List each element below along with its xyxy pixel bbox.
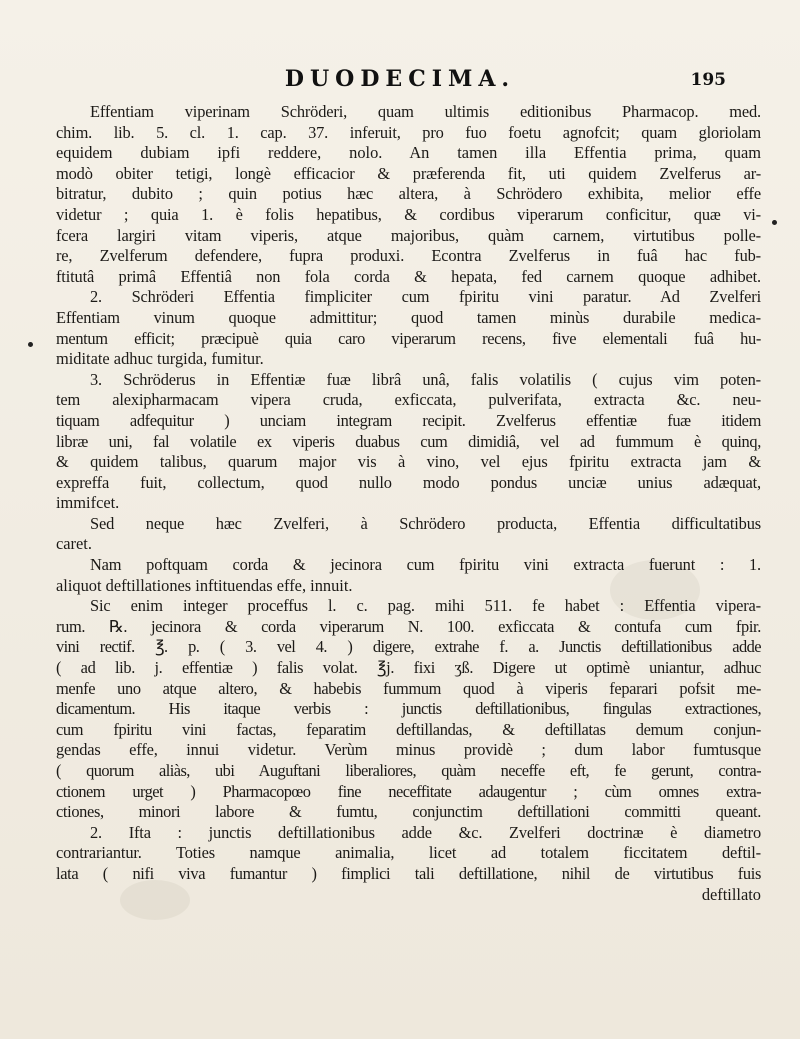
text-line: vini rectif. ℥. p. ( 3. vel 4. ) digere, extrahe f. a. Junctis deftillationibus adde	[56, 637, 761, 657]
text-line: fcera largiri vitam viperis, atque majoribus, quàm carnem, virtutibus polle-	[56, 225, 761, 245]
body-text	[56, 102, 761, 905]
text-line: rum. ℞. jecinora & corda viperarum N. 100. exficcata & contufa cum fpir.	[56, 616, 761, 636]
text-line: dicamentum. His itaque verbis : junctis deftillationibus, fingulas extractiones,	[56, 699, 761, 719]
text-line: & quidem talibus, quarum major vis à vino, vel ejus fpiritu extracta jam &	[56, 452, 761, 472]
text-line: immifcet.	[56, 493, 120, 513]
margin-mark	[28, 342, 33, 347]
text-line: miditate adhuc turgida, fumitur.	[56, 349, 264, 369]
text-line: Effentiam vinum quoque admittitur; quod tamen minùs durabile medica-	[56, 307, 761, 327]
text-line: ftitutâ primâ Effentiâ non fola corda & hepata, fed carnem quoque adhibet.	[56, 266, 761, 286]
text-line: Nam poftquam corda & jecinora cum fpiritu vini extracta fuerunt : 1.	[90, 555, 761, 575]
text-line: 3. Schröderus in Effentiæ fuæ librâ unâ, falis volatilis ( cujus vim poten-	[90, 369, 761, 389]
text-line: ( ad lib. j. effentiæ ) falis volat. ℥j. fixi ʒß. Digere ut optimè uniantur, adhuc	[56, 658, 761, 678]
page-number: 195	[690, 70, 726, 90]
text-line: contrariantur. Toties namque animalia, licet ad totalem ficcitatem deftil-	[56, 843, 761, 863]
text-line: 2. Schröderi Effentia fimpliciter cum fpiritu vini paratur. Ad Zvelferi	[90, 287, 761, 307]
text-line: Sic enim integer proceffus l. c. pag. mihi 511. fe habet : Effentia vipera-	[90, 596, 761, 616]
text-line: videtur ; quia 1. è folis hepatibus, & cordibus viperarum conficitur, quæ vi-	[56, 204, 761, 224]
text-line: expreffa fuit, collectum, quod nullo modo pondus unciæ unius adæquat,	[56, 472, 761, 492]
text-line: aliquot deftillationes inftituendas effe, innuit.	[56, 575, 353, 595]
text-line: gendas effe, innui videtur. Verùm minus providè ; dum labor fumtusque	[56, 740, 761, 760]
text-line: mentum efficit; præcipuè quia caro viperarum recens, five elementali fuâ hu-	[56, 328, 761, 348]
text-line: lata ( nifi viva fumantur ) fimplici tali deftillatione, nihil de virtutibus fuis	[56, 863, 761, 883]
page-header	[0, 66, 800, 96]
text-line: ctiones, minori labore & fumtu, conjunctim deftillationi committi queant.	[56, 802, 761, 822]
text-line: 2. Ifta : junctis deftillationibus adde &c. Zvelferi doctrinæ è diametro	[90, 822, 761, 842]
text-line: tiquam adfequitur ) unciam integram recipit. Zvelferus effentiæ fuæ itidem	[56, 410, 761, 430]
text-line: ctionem urget ) Pharmacopœo fine neceffitate adaugentur ; cùm omnes extra-	[56, 781, 761, 801]
text-line: ( quorum aliàs, ubi Auguftani liberaliores, quàm neceffe eft, fe gerunt, contra-	[56, 761, 761, 780]
catchword: deftillato	[701, 884, 761, 904]
text-line: re, Zvelferum defendere, fupra produxi. Econtra Zvelferus in fuâ hac fub-	[56, 246, 761, 266]
text-line: tem alexipharmacam vipera cruda, exficcata, pulverifata, extracta &c. neu-	[56, 390, 761, 410]
running-head: DUODECIMA.	[284, 66, 516, 92]
text-line: bitratur, dubito ; quin potius hæc altera, à Schrödero exhibita, melior effe	[56, 184, 761, 204]
text-line: Sed neque hæc Zvelferi, à Schrödero producta, Effentia difficultatibus	[90, 513, 761, 533]
text-line: menfe uno atque altero, & habebis fummum quod à viperis feparari pofsit me-	[56, 678, 761, 698]
text-line: Effentiam viperinam Schröderi, quam ultimis editionibus Pharmacop. med.	[90, 102, 761, 121]
margin-mark	[772, 220, 777, 225]
text-line: cum fpiritu vini factas, feparatim deftillandas, & deftillatas demum conjun-	[56, 719, 761, 739]
text-line: chim. lib. 5. cl. 1. cap. 37. inferuit, pro fuo foetu agnofcit; quam gloriolam	[56, 122, 761, 142]
text-line: equidem dubiam ipfi reddere, nolo. An tamen illa Effentia prima, quam	[56, 143, 761, 163]
text-line: libræ uni, fal volatile ex viperis duabus cum dimidiâ, vel ad fummum è quinq,	[56, 431, 761, 451]
text-line: caret.	[56, 534, 92, 554]
text-line: modò obiter tetigi, longè efficacior & præferenda fit, uti quidem Zvelferus ar-	[56, 163, 761, 183]
